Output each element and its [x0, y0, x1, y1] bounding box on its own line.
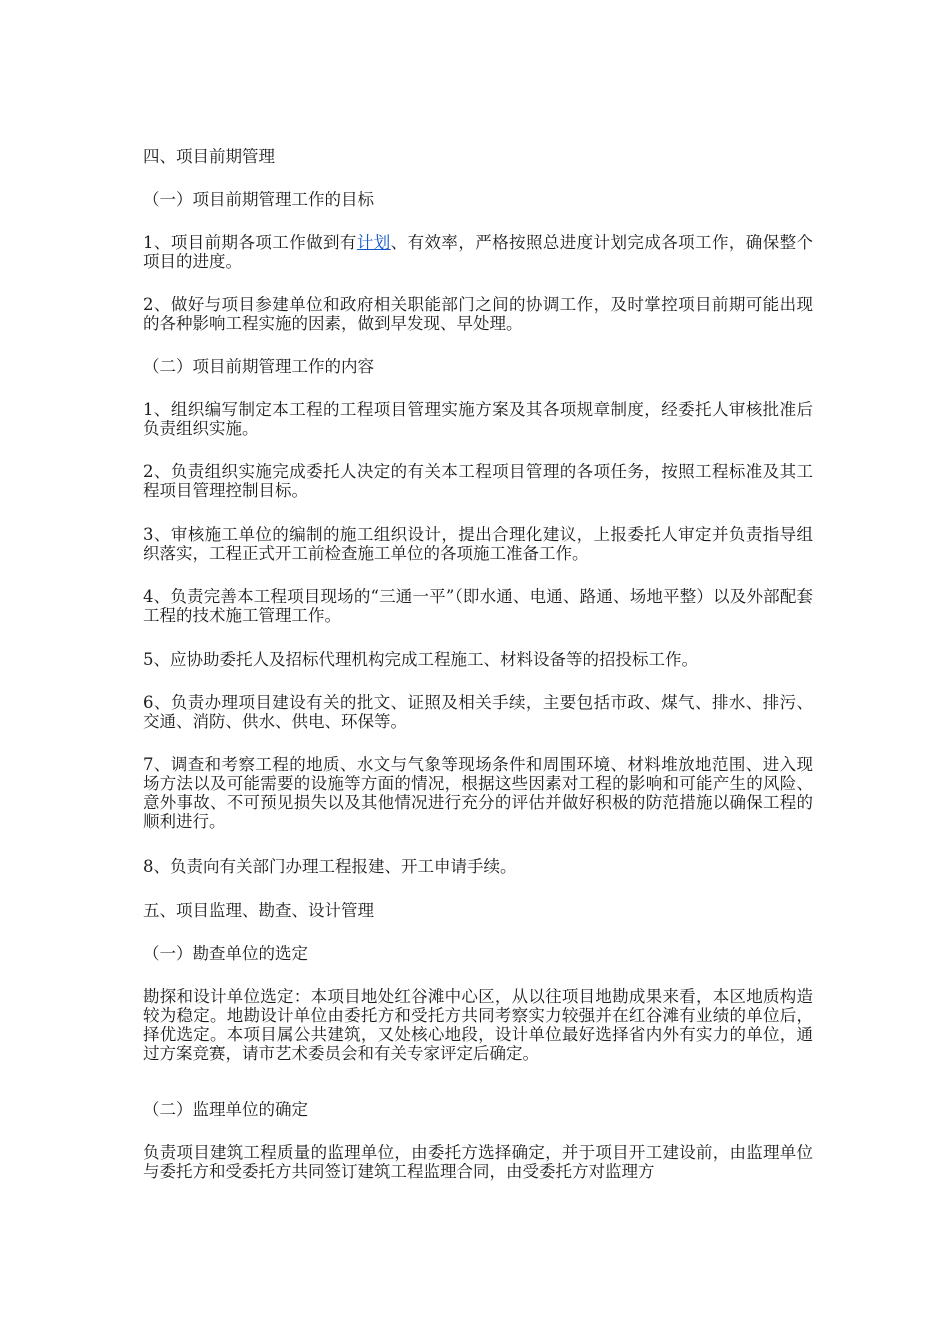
paragraph-survey: 勘探和设计单位选定：本项目地处红谷滩中心区，从以往项目地勘成果来看，本区地质构造较为稳定。地勘设计单位由委托方和受托方共同考察实力较强并在红谷滩有业绩的单位后，择优选定。本项目属公共建筑，又处核心地段，设计单位最好选择省内外有实力的单位，通过方案竞赛，请市艺术委员会和有关专家评定后确定。	[143, 987, 813, 1063]
paragraph-goal-2: 2、做好与项目参建单位和政府相关职能部门之间的协调工作，及时掌控项目前期可能出现的各种影响工程实施的因素，做到早发现、早处理。	[143, 295, 813, 333]
subsection-heading-supervision: （二）监理单位的确定	[143, 1100, 308, 1119]
paragraph-goal-1	[143, 233, 813, 271]
section-heading-5: 五、项目监理、勘查、设计管理	[143, 901, 374, 920]
paragraph-content-3: 3、审核施工单位的编制的施工组织设计，提出合理化建议，上报委托人审定并负责指导组织落实，工程正式开工前检查施工单位的各项施工准备工作。	[143, 525, 813, 563]
paragraph-content-6: 6、负责办理项目建设有关的批文、证照及相关手续，主要包括市政、煤气、排水、排污、交通、消防、供水、供电、环保等。	[143, 693, 813, 731]
subsection-heading-content: （二）项目前期管理工作的内容	[143, 357, 374, 376]
paragraph-content-5: 5、应协助委托人及招标代理机构完成工程施工、材料设备等的招投标工作。	[143, 650, 698, 669]
section-heading-4: 四、项目前期管理	[143, 147, 275, 166]
paragraph-supervision: 负责项目建筑工程质量的监理单位，由委托方选择确定，并于项目开工建设前，由监理单位与委托方和受委托方共同签订建筑工程监理合同，由受委托方对监理方	[143, 1143, 813, 1181]
paragraph-content-1: 1、组织编写制定本工程的工程项目管理实施方案及其各项规章制度，经委托人审核批准后负责组织实施。	[143, 400, 813, 438]
paragraph-content-2: 2、负责组织实施完成委托人决定的有关本工程项目管理的各项任务，按照工程标准及其工程项目管理控制目标。	[143, 462, 813, 500]
paragraph-content-4: 4、负责完善本工程项目现场的“三通一平”（即水通、电通、路通、场地平整）以及外部配套工程的技术施工管理工作。	[143, 587, 813, 625]
paragraph-content-7: 7、调查和考察工程的地质、水文与气象等现场条件和周围环境、材料堆放地范围、进入现场方法以及可能需要的设施等方面的情况，根据这些因素对工程的影响和可能产生的风险、意外事故、不可预见损失以及其他情况进行充分的评估并做好积极的防范措施以确保工程的顺利进行。	[143, 755, 813, 831]
paragraph-content-8: 8、负责向有关部门办理工程报建、开工申请手续。	[143, 857, 517, 876]
subsection-heading-goals: （一）项目前期管理工作的目标	[143, 190, 374, 209]
plan-link[interactable]: 计划	[356, 233, 391, 252]
paragraph-goal-1-after: 、有效率，严格按照总进度计划完成各项工作，确保整个项目的进度。	[143, 233, 814, 271]
subsection-heading-survey: （一）勘查单位的选定	[143, 944, 308, 963]
paragraph-goal-1-before: 1、项目前期各项工作做到有	[143, 233, 357, 252]
